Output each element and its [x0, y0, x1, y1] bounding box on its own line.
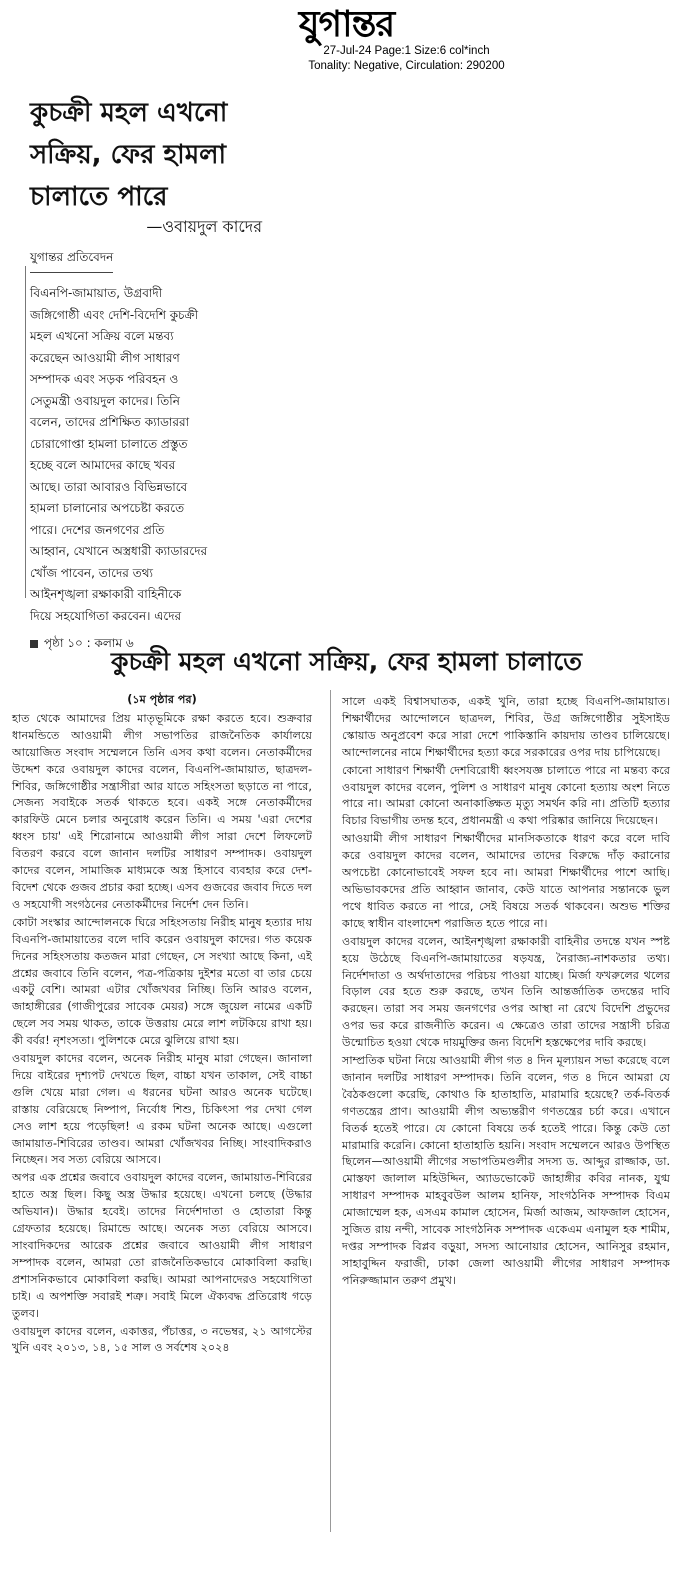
paragraph: হাত থেকে আমাদের প্রিয় মাতৃভূমিকে রক্ষা করতে হবে। শুক্রবার ধানমন্ডিতে আওয়ামী লীগ সভাপতির রাজনৈতিক কার্যালয়ে আয়োজিত সংবাদ সম্মেলনে তিনি এসব কথা বলেন। নেতাকর্মীদের উদ্দেশ করে ওবায়দুল কাদের বলেন, বিএনপি-জামায়াত, ছাত্রদল-শিবির, জঙ্গিগোষ্ঠীর সন্ত্রাসীরা আর যাতে সহিংসতা ছড়াতে না পারে, সেজন্য সবাইকে সতর্ক থাকতে হবে। একই সঙ্গে নেতাকর্মীদের কারফিউ মেনে চলার অনুরোধ করেন তিনি। এ সময় 'এরা দেশের ধ্বংস চায়' এই শিরোনামে আওয়ামী লীগ সারা দেশে লিফলেট বিতরণ করবে বলে জানান দলটির সাধারণ সম্পাদক। ওবায়দুল কাদের বলেন, সামাজিক মাধ্যমকে অস্ত্র হিসাবে ব্যবহার করে দেশ-বিদেশ থেকে গুজব প্রচার করা হচ্ছে। এসব গুজবের জবাব দিতে দল ও সহযোগী সংগঠনের নেতাকর্মীদের নির্দেশ দেন তিনি। [12, 711, 312, 911]
column-rule [25, 266, 26, 598]
paragraph: ওবায়দুল কাদের বলেন, অনেক নিরীহ মানুষ মারা গেছেন। জানালা দিয়ে বাইরের দৃশ্যপট দেখতে ছিল, বাচ্চা যখন তাকাল, সেই বাচ্চা গুলি খেয়ে মারা গেল। এ ধরনের ঘটনা আরও অনেক ঘটেছে। রাস্তায় বেরিয়েছে নিষ্পাপ, নির্বোধ শিশু, চিকিৎসা পর দেখা গেল সেও লাশ হয়ে পড়েছিল! এ রকম ঘটনা অনেক আছে। এগুলো জামায়াত-শিবিরের তাণ্ডব। আমরা খোঁজখবর নিচ্ছি। সাংবাদিকরাও নিচ্ছেন। সব সত্য বেরিয়ে আসবে। [12, 1052, 312, 1167]
meta-tonality-circulation: Tonality: Negative, Circulation: 290200 [308, 60, 505, 72]
paragraph: কোনো সাধারণ শিক্ষার্থী দেশবিরোধী ধ্বংসযজ্ঞ চালাতে পারে না মন্তব্য করে ওবায়দুল কাদের বলেন, পুলিশ ও সাধারণ মানুষ কোনো হত্যায় অংশ নিতে পারে না। আমরা কোনো অনাকাঙ্ক্ষিত মৃত্যু সমর্থন করি না। প্রতিটি হত্যার বিচার বিভাগীয় তদন্ত হবে, প্রধানমন্ত্রী এ কথা পরিষ্কার জানিয়ে দিয়েছেন। [342, 763, 670, 828]
front-page-clipping [30, 92, 270, 655]
inner-headline: কুচক্রী মহল এখনো সক্রিয়, ফের হামলা চালাতে [110, 647, 583, 676]
jump-label: পৃষ্ঠা ১০ : কলাম ৬ [44, 636, 134, 650]
paragraph: সাম্প্রতিক ঘটনা নিয়ে আওয়ামী লীগ গত ৪ দিন মূল্যায়ন সভা করেছে বলে জানান দলটির সাধারণ সম্পাদক। তিনি বলেন, গত ৪ দিনে আমরা যে বৈঠকগুলো করেছি, কোথাও কি হাতাহাতি, মারামারি হয়েছে? তর্ক-বিতর্ক গণতন্ত্রের প্রাণ। আওয়ামী লীগ অভ্যন্তরীণ গণতন্ত্রের চর্চা করে। এখানে বিতর্ক হতেই পারে। যে কোনো বিষয়ে তর্ক হতেই পারে। কিন্তু কেউ তো মারামারি করেনি। কোনো হাতাহাতি হয়নি। সংবাদ সম্মেলনে আরও উপস্থিত ছিলেন—আওয়ামী লীগের সভাপতিমণ্ডলীর সদস্য ড. আব্দুর রাজ্জাক, ডা. মোস্তফা জালাল মহিউদ্দিন, অ্যাডভোকেট জাহাঙ্গীর কবির নানক, যুগ্ম সাধারণ সম্পাদক মাহবুবউল আলম হানিফ, সাংগঠনিক সম্পাদক বিএম মোজাম্মেল হক, এসএম কামাল হোসেন, মির্জা আজম, আফজাল হোসেন, সুজিত রায় নন্দী, সাবেক সাংগঠনিক সম্পাদক একেএম এনামুল হক শামীম, দপ্তর সম্পাদক বিপ্লব বড়ুয়া, সদস্য আনোয়ার হোসেন, আনিসুর রহমান, সাহাবুদ্দিন ফরাজী, ঢাকা জেলা আওয়ামী লীগের সাধারণ সম্পাদক পনিরুজ্জামান তরুণ প্রমুখ। [342, 1054, 670, 1287]
article-column-left [12, 692, 312, 1358]
paragraph: অপর এক প্রশ্নের জবাবে ওবায়দুল কাদের বলেন, জামায়াত-শিবিরের হাতে অস্ত্র ছিল। কিছু অস্ত্র উদ্ধার হয়েছে। এখনো চলছে (উদ্ধার অভিযান)। উদ্ধার হবেই। তাদের নির্দেশদাতা ও হোতারা কিন্তু গ্রেফতার হয়েছে। রিমান্ডে আছে। অনেক সত্য বেরিয়ে আসবে। সাংবাদিকদের আরেক প্রশ্নের জবাবে আওয়ামী লীগ সাধারণ সম্পাদক বলেন, আমরা তো রাজনৈতিকভাবে মোকাবিলা করছি। প্রশাসনিকভাবে মোকাবিলা করছি। আমরা আপনাদেরও সহযোগিতা চাই। এ অপশক্তি সবারই শত্রু। সবাই মিলে ঐক্যবদ্ধ প্রতিরোধ গড়ে তুলব। [12, 1171, 312, 1320]
paragraph: সালে একই বিশ্বাসঘাতক, একই খুনি, তারা হচ্ছে বিএনপি-জামায়াত। শিক্ষার্থীদের আন্দোলনে ছাত্রদল, শিবির, উগ্র জঙ্গিগোষ্ঠীর সুইসাইড স্কোয়াড অনুপ্রবেশ করে সারা দেশে পাকিস্তানি কায়দায় তাণ্ডব চালিয়েছে। আন্দোলনের নামে শিক্ষার্থীদের হত্যা করে সরকারের ওপর দায় চাপিয়েছে। [342, 695, 670, 759]
paragraph: ওবায়দুল কাদের বলেন, একাত্তর, পঁচাত্তর, ৩ নভেম্বর, ২১ আগস্টের খুনি এবং ২০১৩, ১৪, ১৫ সাল ও সর্বশেষ ২০২৪ [12, 1324, 312, 1355]
continued-from-label: (১ম পৃষ্ঠার পর) [127, 693, 197, 706]
front-headline: কুচক্রী মহল এখনো সক্রিয়, ফের হামলা চালাতে পারে [30, 98, 228, 212]
reporter-credit: যুগান্তর প্রতিবেদন [30, 249, 113, 273]
quote-attribution: —ওবায়দুল কাদের [146, 217, 262, 236]
meta-date-page-size: 27-Jul-24 Page:1 Size:6 col*inch [323, 45, 490, 57]
paragraph: কোটা সংস্কার আন্দোলনকে ঘিরে সহিংসতায় নিরীহ মানুষ হত্যার দায় বিএনপি-জামায়াতের বলে দাবি করেন ওবায়দুল কাদের। গত কয়েক দিনের সহিংসতায় কতজন মারা গেছেন, সে সংখ্যা আছে কিনা, এই প্রশ্নের জবাবে তিনি বলেন, পত্র-পত্রিকায় দুইশর মতো বা তার চেয়ে একটু বেশি। আমরা এটার খোঁজখবর নিচ্ছি। তিনি আরও বলেন, জাহাঙ্গীরের (গাজীপুরের সাবেক মেয়র) সঙ্গে জুয়েল নামের একটি ছেলে সব সময় থাকত, তাকে উত্তরায় মেরে লাশ লটকিয়ে রাখা হয়। কী বর্বর! নৃশংসতা। পুলিশকে মেরে ঝুলিয়ে রাখা হয়। [12, 915, 312, 1048]
paragraph: ওবায়দুল কাদের বলেন, আইনশৃঙ্খলা রক্ষাকারী বাহিনীর তদন্তে যখন স্পষ্ট হয়ে উঠেছে বিএনপি-জামায়াতের ষড়যন্ত্র, নৈরাজ্য-নাশকতার তথ্য। নির্দেশদাতা ও অর্থদাতাদের পরিচয় পাওয়া যাচ্ছে। মির্জা ফখরুলের থলের বিড়াল বের হতে শুরু করছে, তখন তিনি আন্তর্জাতিক তদন্তের দাবি করছেন। তারা সব সময় জনগণের ওপর আস্থা না রেখে বিদেশি প্রভুদের ওপর ভর করে রাজনীতি করেন। এ ক্ষেত্রেও তারা তাদের সন্ত্রাসী চরিত্র উন্মোচিত হওয়া থেকে দায়মুক্তির জন্য বিদেশি হস্তক্ষেপের দাবি করছে। [342, 934, 670, 1050]
column-divider [330, 690, 331, 1532]
article-column-right [342, 694, 670, 1291]
newspaper-logo: যুগান্তর [298, 3, 395, 45]
masthead [0, 0, 693, 74]
clipping-meta [0, 44, 693, 74]
paragraph: আওয়ামী লীগ সাধারণ শিক্ষার্থীদের মানসিকতাকে ধারণ করে বলে দাবি করে ওবায়দুল কাদের বলেন, আমাদের তাদের বিরুদ্ধে দাঁড় করানোর অপচেষ্টা কোনোভাবেই সফল হবে না। আমরা শিক্ষার্থীদের পাশে আছি। অভিভাবকদের প্রতি আহ্বান জানাব, কেউ যাতে আপনার সন্তানকে ভুল পথে ধাবিত করতে না পারে, সেই বিষয়ে সতর্ক থাকবেন। অশুভ শক্তির কাছে স্বাধীন বাংলাদেশ পরাজিত হতে পারে না। [342, 832, 670, 930]
front-body-text: বিএনপি-জামায়াত, উগ্রবাদী জঙ্গিগোষ্ঠী এবং দেশি-বিদেশি কুচক্রী মহল এখনো সক্রিয় বলে মন্তব্য করেছেন আওয়ামী লীগ সাধারণ সম্পাদক এবং সড়ক পরিবহন ও সেতুমন্ত্রী ওবায়দুল কাদের। তিনি বলেন, তাদের প্রশিক্ষিত ক্যাডাররা চোরাগোপ্তা হামলা চালাতে প্রস্তুত হচ্ছে বলে আমাদের কাছে খবর আছে। তারা আবারও বিভিন্নভাবে হামলা চালানোর অপচেষ্টা করতে পারে। দেশের জনগণের প্রতি আহ্বান, যেখানে অস্ত্রধারী ক্যাডারদের খোঁজ পাবেন, তাদের তথ্য আইনশৃঙ্খলা রক্ষাকারী বাহিনীকে দিয়ে সহযোগিতা করবেন। এদের [30, 286, 208, 623]
